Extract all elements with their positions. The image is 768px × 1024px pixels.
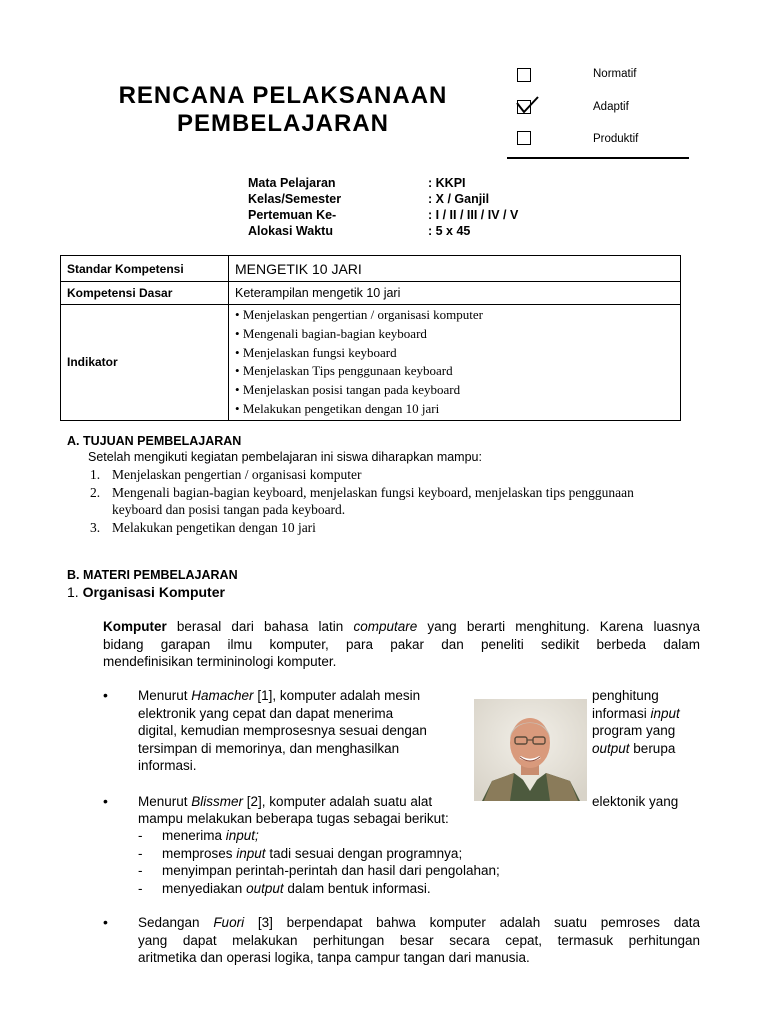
info-key: Mata Pelajaran bbox=[248, 176, 336, 190]
info-value: : 5 x 45 bbox=[428, 224, 471, 238]
header-rule bbox=[507, 157, 689, 159]
list-item: • Melakukan pengetikan dengan 10 jari bbox=[235, 400, 440, 416]
subsection-title: 1. Organisasi Komputer bbox=[67, 584, 225, 600]
fuori-paragraph: Sedangan Fuori [3] berpendapat bahwa komputer adalah suatu pemroses data yang dapat melakukan perhitungan besar secara cepat, termasuk perhitungan aritmetika dan operasi logika, tanpa campur tangan dari manusia. bbox=[138, 915, 700, 965]
list-item: • Menjelaskan posisi tangan pada keyboard bbox=[235, 382, 461, 398]
bullet-icon: • bbox=[103, 914, 108, 930]
list-item: 2. Mengenali bagian-bagian keyboard, menjelaskan fungsi keyboard, menjelaskan tips penggunaan keyboard dan posisi tangan pada keyboard. bbox=[90, 484, 634, 517]
dasar-label: Kompetensi Dasar bbox=[61, 282, 229, 305]
list-item: - menyediakan output dalam bentuk informasi. bbox=[138, 880, 431, 896]
standar-label: Standar Kompetensi bbox=[61, 256, 229, 282]
list-item: - menyimpan perintah-perintah dan hasil dari pengolahan; bbox=[138, 863, 500, 878]
dasar-value: Keterampilan mengetik 10 jari bbox=[229, 282, 681, 305]
info-key: Pertemuan Ke- bbox=[248, 208, 337, 222]
info-row bbox=[248, 223, 548, 239]
adaptif-label: Adaptif bbox=[593, 101, 629, 113]
indikator-list bbox=[229, 305, 681, 421]
adaptif-checkbox[interactable] bbox=[517, 100, 531, 114]
normatif-label: Normatif bbox=[593, 68, 637, 80]
blissmer-line2: mampu melakukan beberapa tugas sebagai berikut: bbox=[138, 811, 449, 826]
title-line-2: PEMBELAJARAN bbox=[176, 110, 389, 137]
hamacher-right-text: penghitung informasi input program yang output berupa bbox=[592, 688, 680, 756]
produktif-label: Produktif bbox=[593, 133, 639, 145]
bullet-icon: • bbox=[103, 687, 108, 703]
portrait-photo bbox=[474, 699, 587, 801]
produktif-checkbox[interactable] bbox=[517, 131, 531, 145]
komputer-paragraph: Komputer berasal dari bahasa latin computare yang berarti menghitung. Karena luasnya bidang garapan ilmu komputer, para pakar dan peneliti sedikit berbeda dalam mendefinisikan termininologi komputer. bbox=[103, 619, 700, 669]
list-item: • Menjelaskan Tips penggunaan keyboard bbox=[235, 363, 453, 379]
list-item: 3. Melakukan pengetikan dengan 10 jari bbox=[90, 519, 316, 535]
section-b-heading: B. MATERI PEMBELAJARAN bbox=[67, 568, 238, 582]
hamacher-left-text: Menurut Hamacher [1], komputer adalah mesin elektronik yang cepat dan dapat menerima digital, kemudian memprosesnya sesuai dengan tersimpan di memorinya, dan menghasilkan informasi. bbox=[138, 688, 427, 773]
check-mark-icon bbox=[515, 95, 541, 115]
blissmer-intro: Menurut Blissmer [2], komputer adalah suatu alat bbox=[138, 794, 433, 809]
info-value: : I / II / III / IV / V bbox=[428, 208, 519, 222]
info-key: Alokasi Waktu bbox=[248, 224, 333, 238]
info-row bbox=[248, 191, 548, 207]
info-key: Kelas/Semester bbox=[248, 192, 342, 206]
list-item: • Menjelaskan fungsi keyboard bbox=[235, 344, 397, 360]
info-value: : KKPI bbox=[428, 176, 466, 190]
page-title bbox=[60, 82, 506, 138]
blissmer-right-text: elektonik yang bbox=[592, 794, 679, 809]
list-item: • Menjelaskan pengertian / organisasi komputer bbox=[235, 307, 484, 322]
table-row bbox=[61, 305, 681, 421]
info-value: : X / Ganjil bbox=[428, 192, 490, 206]
competency-table bbox=[60, 255, 681, 421]
info-row bbox=[248, 207, 548, 223]
section-a-intro: Setelah mengikuti kegiatan pembelajaran ini siswa diharapkan mampu: bbox=[88, 450, 482, 464]
section-a-list bbox=[90, 466, 634, 536]
indikator-label: Indikator bbox=[61, 305, 229, 421]
table-row bbox=[61, 282, 681, 305]
title-line-1: RENCANA PELAKSANAAN bbox=[118, 82, 448, 109]
standar-value: MENGETIK 10 JARI bbox=[229, 256, 681, 282]
normatif-checkbox[interactable] bbox=[517, 68, 531, 82]
bullet-icon: • bbox=[103, 793, 108, 809]
list-item: • Mengenali bagian-bagian keyboard bbox=[235, 325, 427, 341]
blissmer-dash-list bbox=[138, 827, 500, 897]
person-photo-icon bbox=[474, 699, 587, 801]
table-row bbox=[61, 256, 681, 282]
info-row bbox=[248, 175, 548, 191]
list-item: - memproses input tadi sesuai dengan programnya; bbox=[138, 845, 463, 861]
list-item: 1. Menjelaskan pengertian / organisasi komputer bbox=[90, 467, 362, 482]
list-item: - menerima input; bbox=[138, 828, 259, 843]
section-a-heading: A. TUJUAN PEMBELAJARAN bbox=[67, 434, 242, 448]
